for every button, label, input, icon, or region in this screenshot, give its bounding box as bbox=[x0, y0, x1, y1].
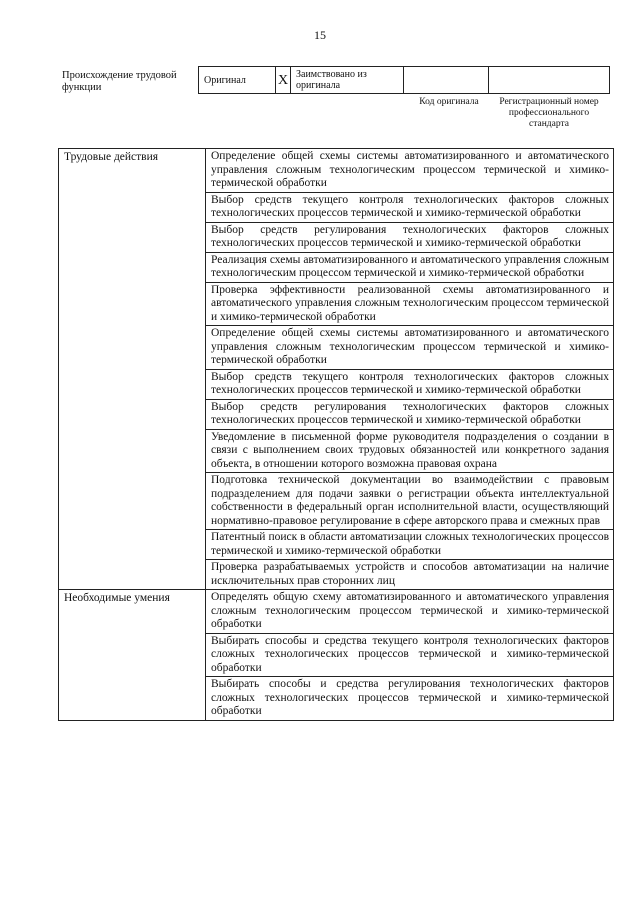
table-cell: Выбор средств текущего контроля технологических факторов сложных технологических процессов термической и химико-термической обработки bbox=[206, 369, 614, 399]
page-number: 15 bbox=[314, 28, 326, 42]
section-label: Необходимые умения bbox=[59, 590, 206, 721]
borrowed-label: Заимствовано из оригинала bbox=[291, 67, 404, 94]
table-row bbox=[59, 590, 614, 634]
table-cell: Выбор средств регулирования технологических факторов сложных технологических процессов термической и химико-термической обработки bbox=[206, 399, 614, 429]
labour-function-table bbox=[58, 148, 614, 721]
registration-number-caption: Регистрационный номер профессионального стандарта bbox=[499, 97, 599, 129]
original-code-cell bbox=[404, 67, 489, 94]
original-label: Оригинал bbox=[199, 67, 276, 94]
table-cell: Подготовка технической документации во взаимодействии с правовым подразделением для подачи заявки о регистрации объекта интеллектуальной собственности в федеральный орган исполнительной власти, осуществляющий нормативно-правовое регулирование в сфере авторского права и смежных прав bbox=[206, 473, 614, 530]
original-mark: X bbox=[276, 67, 291, 94]
origin-label: Происхождение трудовой функции bbox=[62, 70, 177, 93]
table-cell: Уведомление в письменной форме руководителя подразделения о создании в связи с выполнением своих трудовых обязанностей или конкретного задания объекта, в отношении которого возможна правовая охрана bbox=[206, 429, 614, 473]
table-cell: Проверка эффективности реализованной схемы автоматизированного и автоматического управления сложным технологическим процессом термической и химико-термической обработки bbox=[206, 282, 614, 326]
original-code-caption: Код оригинала bbox=[419, 97, 479, 107]
table-cell: Определение общей схемы системы автоматизированного и автоматического управления сложным технологическим процессом термической и химико-термической обработки bbox=[206, 326, 614, 370]
table-row bbox=[59, 149, 614, 193]
table-cell: Определение общей схемы системы автоматизированного и автоматического управления сложным технологическим процессом термической и химико-термической обработки bbox=[206, 149, 614, 193]
section-label: Трудовые действия bbox=[59, 149, 206, 590]
labour-function-table-body bbox=[59, 149, 614, 721]
origin-table bbox=[198, 66, 610, 94]
table-cell: Выбирать способы и средства регулирования технологических факторов сложных технологических процессов термической и химико-термической обработки bbox=[206, 677, 614, 721]
table-cell: Выбор средств регулирования технологических факторов сложных технологических процессов термической и химико-термической обработки bbox=[206, 222, 614, 252]
table-cell: Определять общую схему автоматизированного и автоматического управления сложным технологическим процессом термической и химико-термической обработки bbox=[206, 590, 614, 634]
table-cell: Патентный поиск в области автоматизации сложных технологических процессов термической и химико-термической обработки bbox=[206, 530, 614, 560]
table-cell: Выбирать способы и средства текущего контроля технологических факторов сложных технологических процессов термической и химико-термической обработки bbox=[206, 633, 614, 677]
table-cell: Выбор средств текущего контроля технологических факторов сложных технологических процессов термической и химико-термической обработки bbox=[206, 192, 614, 222]
table-cell: Реализация схемы автоматизированного и автоматического управления сложным технологическим процессом термической и химико-термической обработки bbox=[206, 252, 614, 282]
table-cell: Проверка разрабатываемых устройств и способов автоматизации на наличие исключительных прав сторонних лиц bbox=[206, 560, 614, 590]
registration-number-cell bbox=[489, 67, 610, 94]
